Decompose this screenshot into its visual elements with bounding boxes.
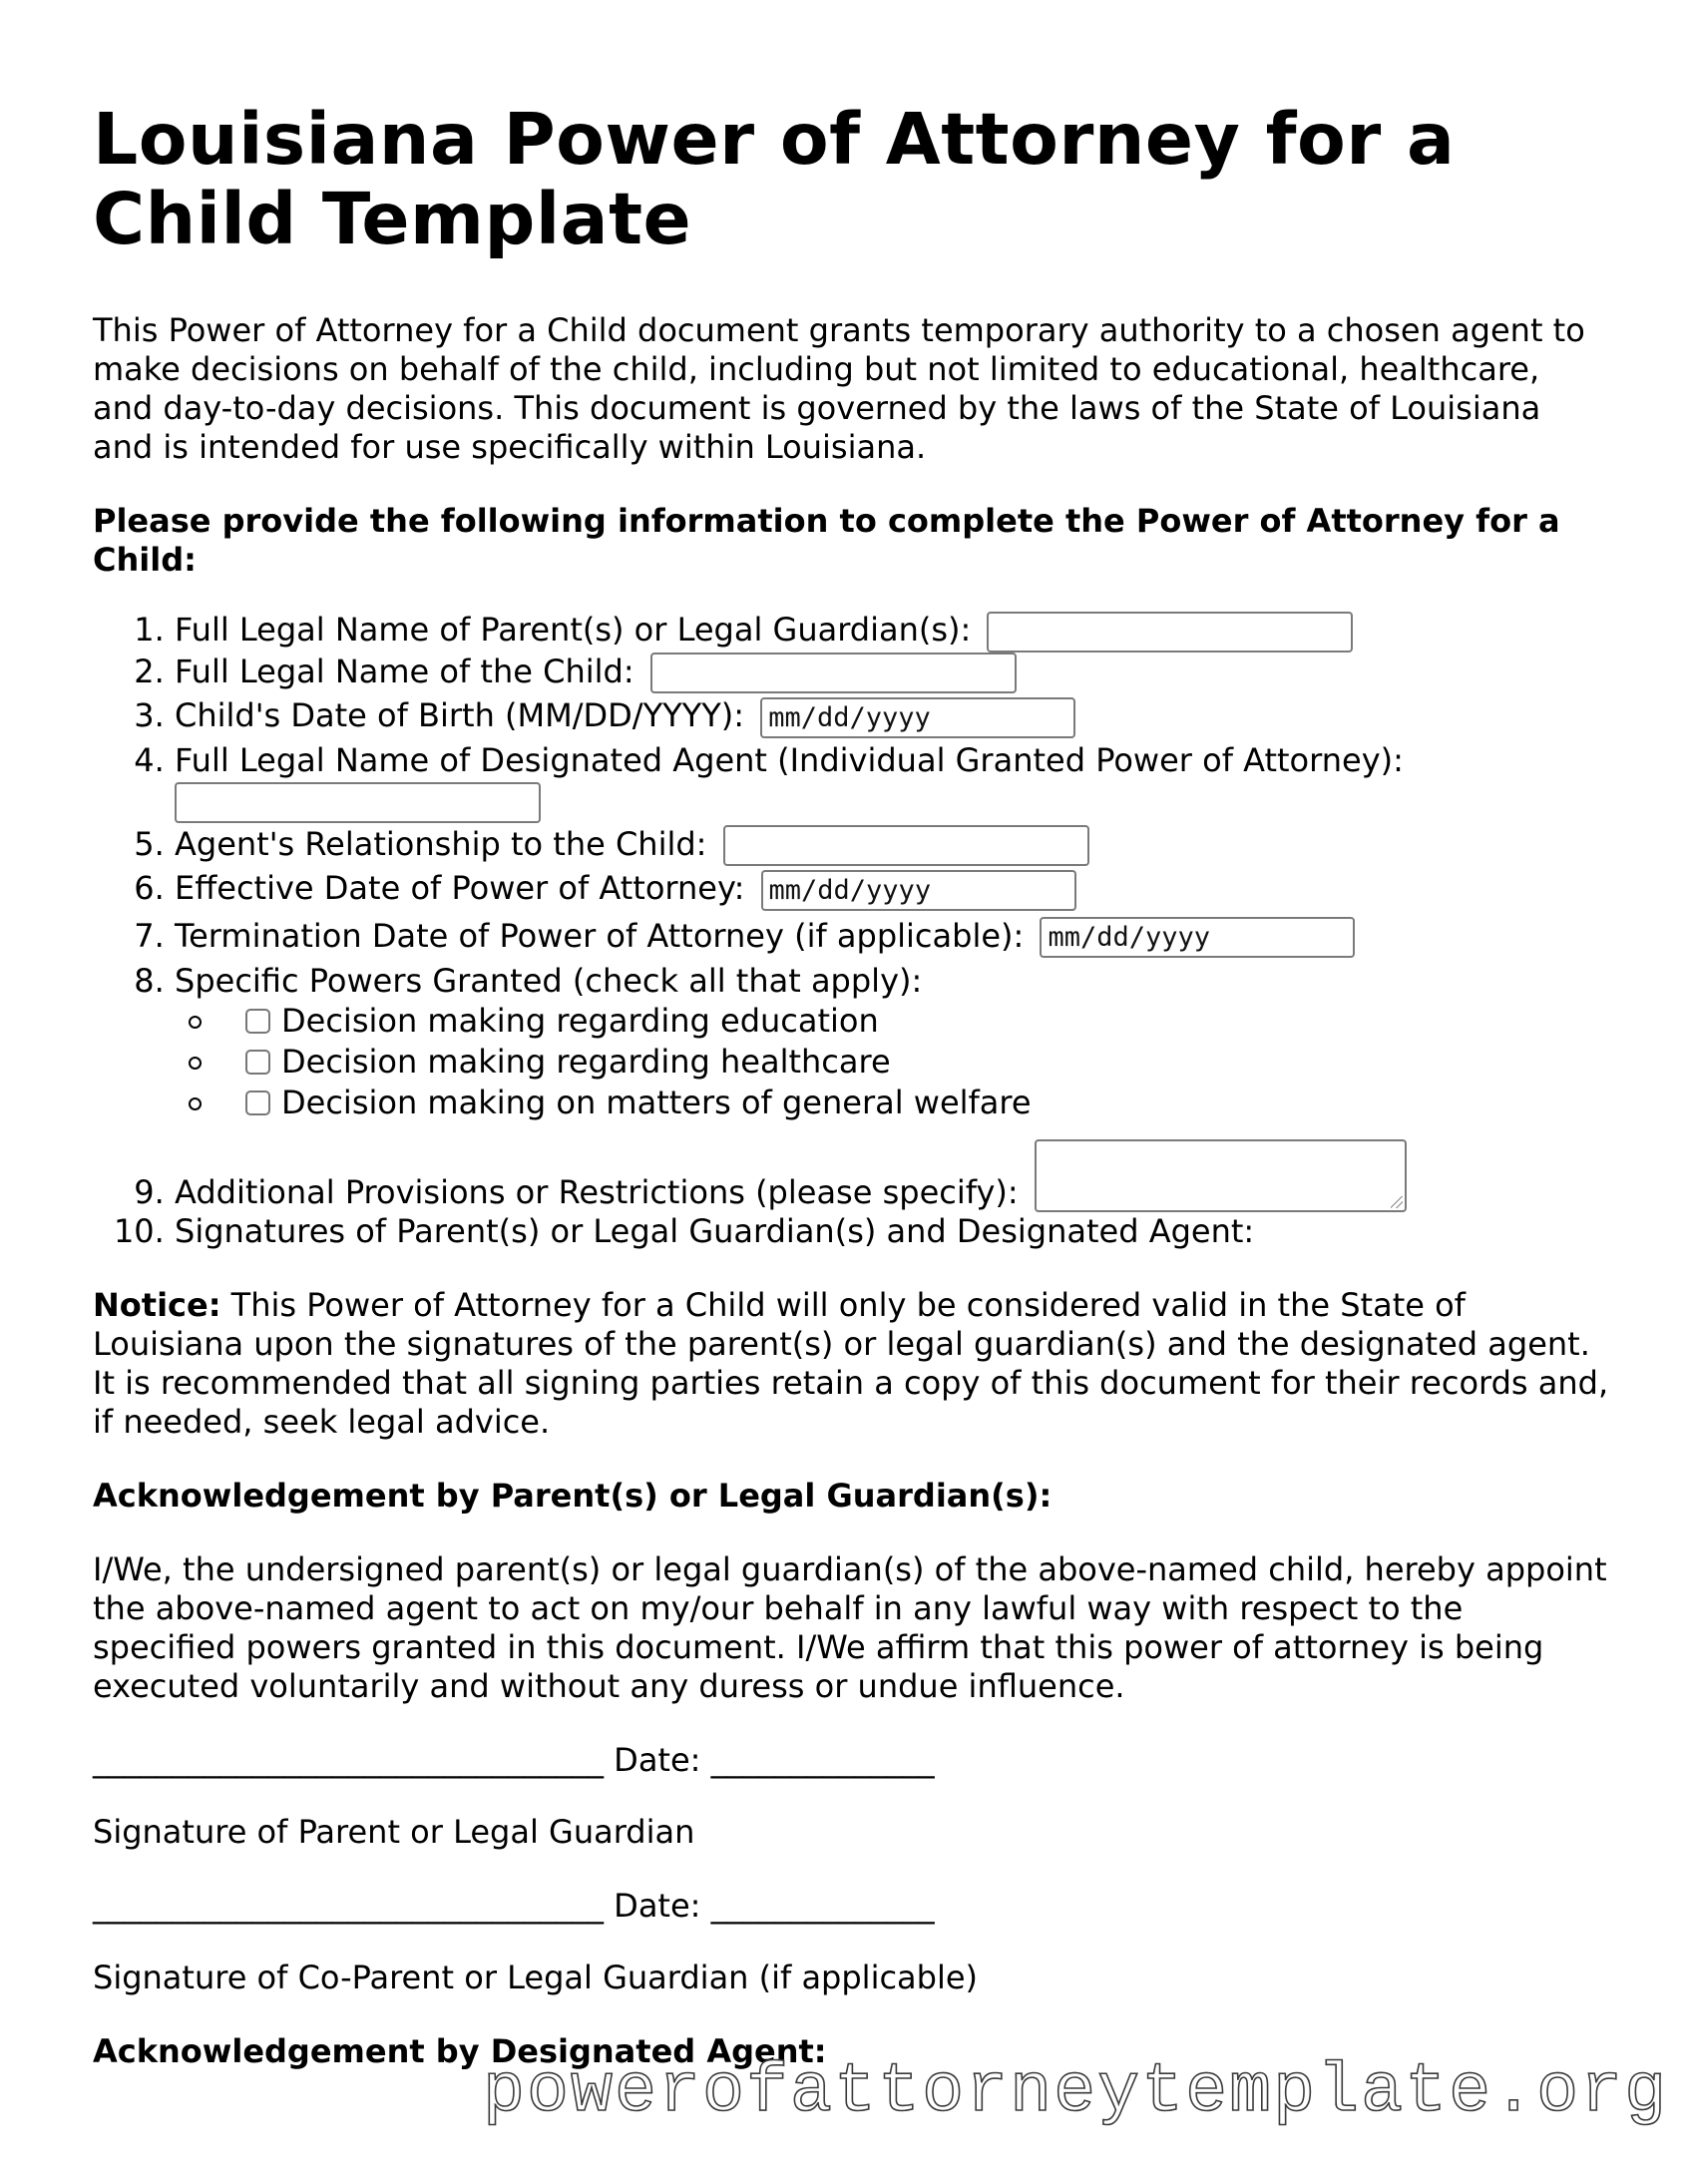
effective-date-input[interactable]: mm/dd/yyyy (761, 870, 1076, 911)
field-child-dob (175, 696, 1609, 738)
power-option-education[interactable] (240, 1001, 1609, 1042)
circle-bullet-icon (189, 1016, 202, 1029)
child-name-input[interactable] (650, 653, 1017, 693)
resize-handle-icon[interactable] (1391, 1196, 1403, 1208)
power-option-general-welfare[interactable] (240, 1083, 1609, 1123)
field-label: Effective Date of Power of Attorney: (175, 869, 745, 907)
general-welfare-checkbox[interactable] (245, 1091, 270, 1115)
parent-name-input[interactable] (987, 612, 1353, 653)
parent-signature-label: Signature of Parent or Legal Guardian (93, 1813, 695, 1851)
notice-text: This Power of Attorney for a Child will only be considered valid in the State of Louisiana upon the signatures of the parent(s) or legal guardian(s) and the designated agent. It is recommended that all signing parties retain a copy of this document for their records and, if needed, seek legal advice. (93, 1286, 1609, 1441)
child-dob-date-input[interactable]: mm/dd/yyyy (760, 697, 1075, 738)
agent-relationship-input[interactable] (723, 825, 1089, 866)
field-additional-provisions (175, 1139, 1609, 1212)
field-termination-date (175, 917, 1609, 959)
field-label: Full Legal Name of Parent(s) or Legal Guardian(s): (175, 611, 972, 649)
field-label: Agent's Relationship to the Child: (175, 824, 707, 863)
circle-bullet-icon (189, 1057, 202, 1070)
education-checkbox[interactable] (245, 1009, 270, 1034)
notice-paragraph (93, 1286, 1609, 1442)
field-agent-relationship (175, 825, 1609, 867)
healthcare-checkbox[interactable] (245, 1050, 270, 1075)
termination-date-input[interactable]: mm/dd/yyyy (1040, 917, 1355, 958)
agent-name-input[interactable] (175, 782, 541, 823)
field-label: Specific Powers Granted (check all that apply): (175, 962, 923, 1000)
circle-bullet-icon (189, 1097, 202, 1110)
instructions-heading: Please provide the following information to complete the Power of Attorney for a Child: (93, 502, 1560, 579)
co-parent-signature-label: Signature of Co-Parent or Legal Guardian (if applicable) (93, 1959, 979, 1996)
parent-signature-line: ________________________________ Date: ______________ (93, 1741, 935, 1779)
co-parent-signature-line: ________________________________ Date: ______________ (93, 1887, 935, 1925)
form-field-list (93, 611, 1609, 1251)
parent-ack-heading: Acknowledgement by Parent(s) or Legal Guardian(s): (93, 1477, 1053, 1515)
page-title: Louisiana Power of Attorney for a Child Template (93, 98, 1456, 260)
field-signatures (175, 1212, 1609, 1251)
field-label: Additional Provisions or Restrictions (please specify): (175, 1173, 1019, 1211)
option-label: Decision making regarding education (281, 1002, 879, 1040)
field-parent-name (175, 611, 1609, 653)
document-page (93, 100, 1609, 2071)
field-label: Full Legal Name of Designated Agent (Individual Granted Power of Attorney): (175, 740, 1404, 779)
site-watermark: powerofattorneytemplate.org (483, 2053, 1669, 2132)
option-label: Decision making on matters of general welfare (281, 1084, 1032, 1121)
intro-paragraph: This Power of Attorney for a Child document grants temporary authority to a chosen agent to make decisions on behalf of the child, including but not limited to educational, healthcare, and day-to-day decisions. This document is governed by the laws of the State of Louisiana and is intended for use specifically within Louisiana. (93, 311, 1585, 466)
field-effective-date (175, 869, 1609, 911)
field-specific-powers (175, 962, 1609, 1123)
power-option-healthcare[interactable] (240, 1042, 1609, 1083)
notice-label: Notice: (93, 1286, 221, 1324)
option-label: Decision making regarding healthcare (281, 1043, 891, 1081)
field-label: Signatures of Parent(s) or Legal Guardian(s) and Designated Agent: (175, 1212, 1255, 1250)
powers-checkbox-list (175, 1001, 1609, 1123)
parent-ack-paragraph: I/We, the undersigned parent(s) or legal guardian(s) of the above-named child, hereby appoint the above-named agent to act on my/our behalf in any lawful way with respect to the specified powers granted in this document. I/We affirm that this power of attorney is being executed voluntarily and without any duress or undue influence. (93, 1550, 1607, 1705)
agent-ack-heading: Acknowledgement by Designated Agent: (93, 2032, 827, 2070)
field-agent-name (175, 741, 1609, 823)
field-label: Child's Date of Birth (MM/DD/YYYY): (175, 696, 745, 734)
additional-provisions-textarea[interactable] (1035, 1139, 1407, 1212)
field-label: Termination Date of Power of Attorney (if applicable): (175, 916, 1025, 955)
field-child-name (175, 653, 1609, 694)
field-label: Full Legal Name of the Child: (175, 652, 634, 690)
